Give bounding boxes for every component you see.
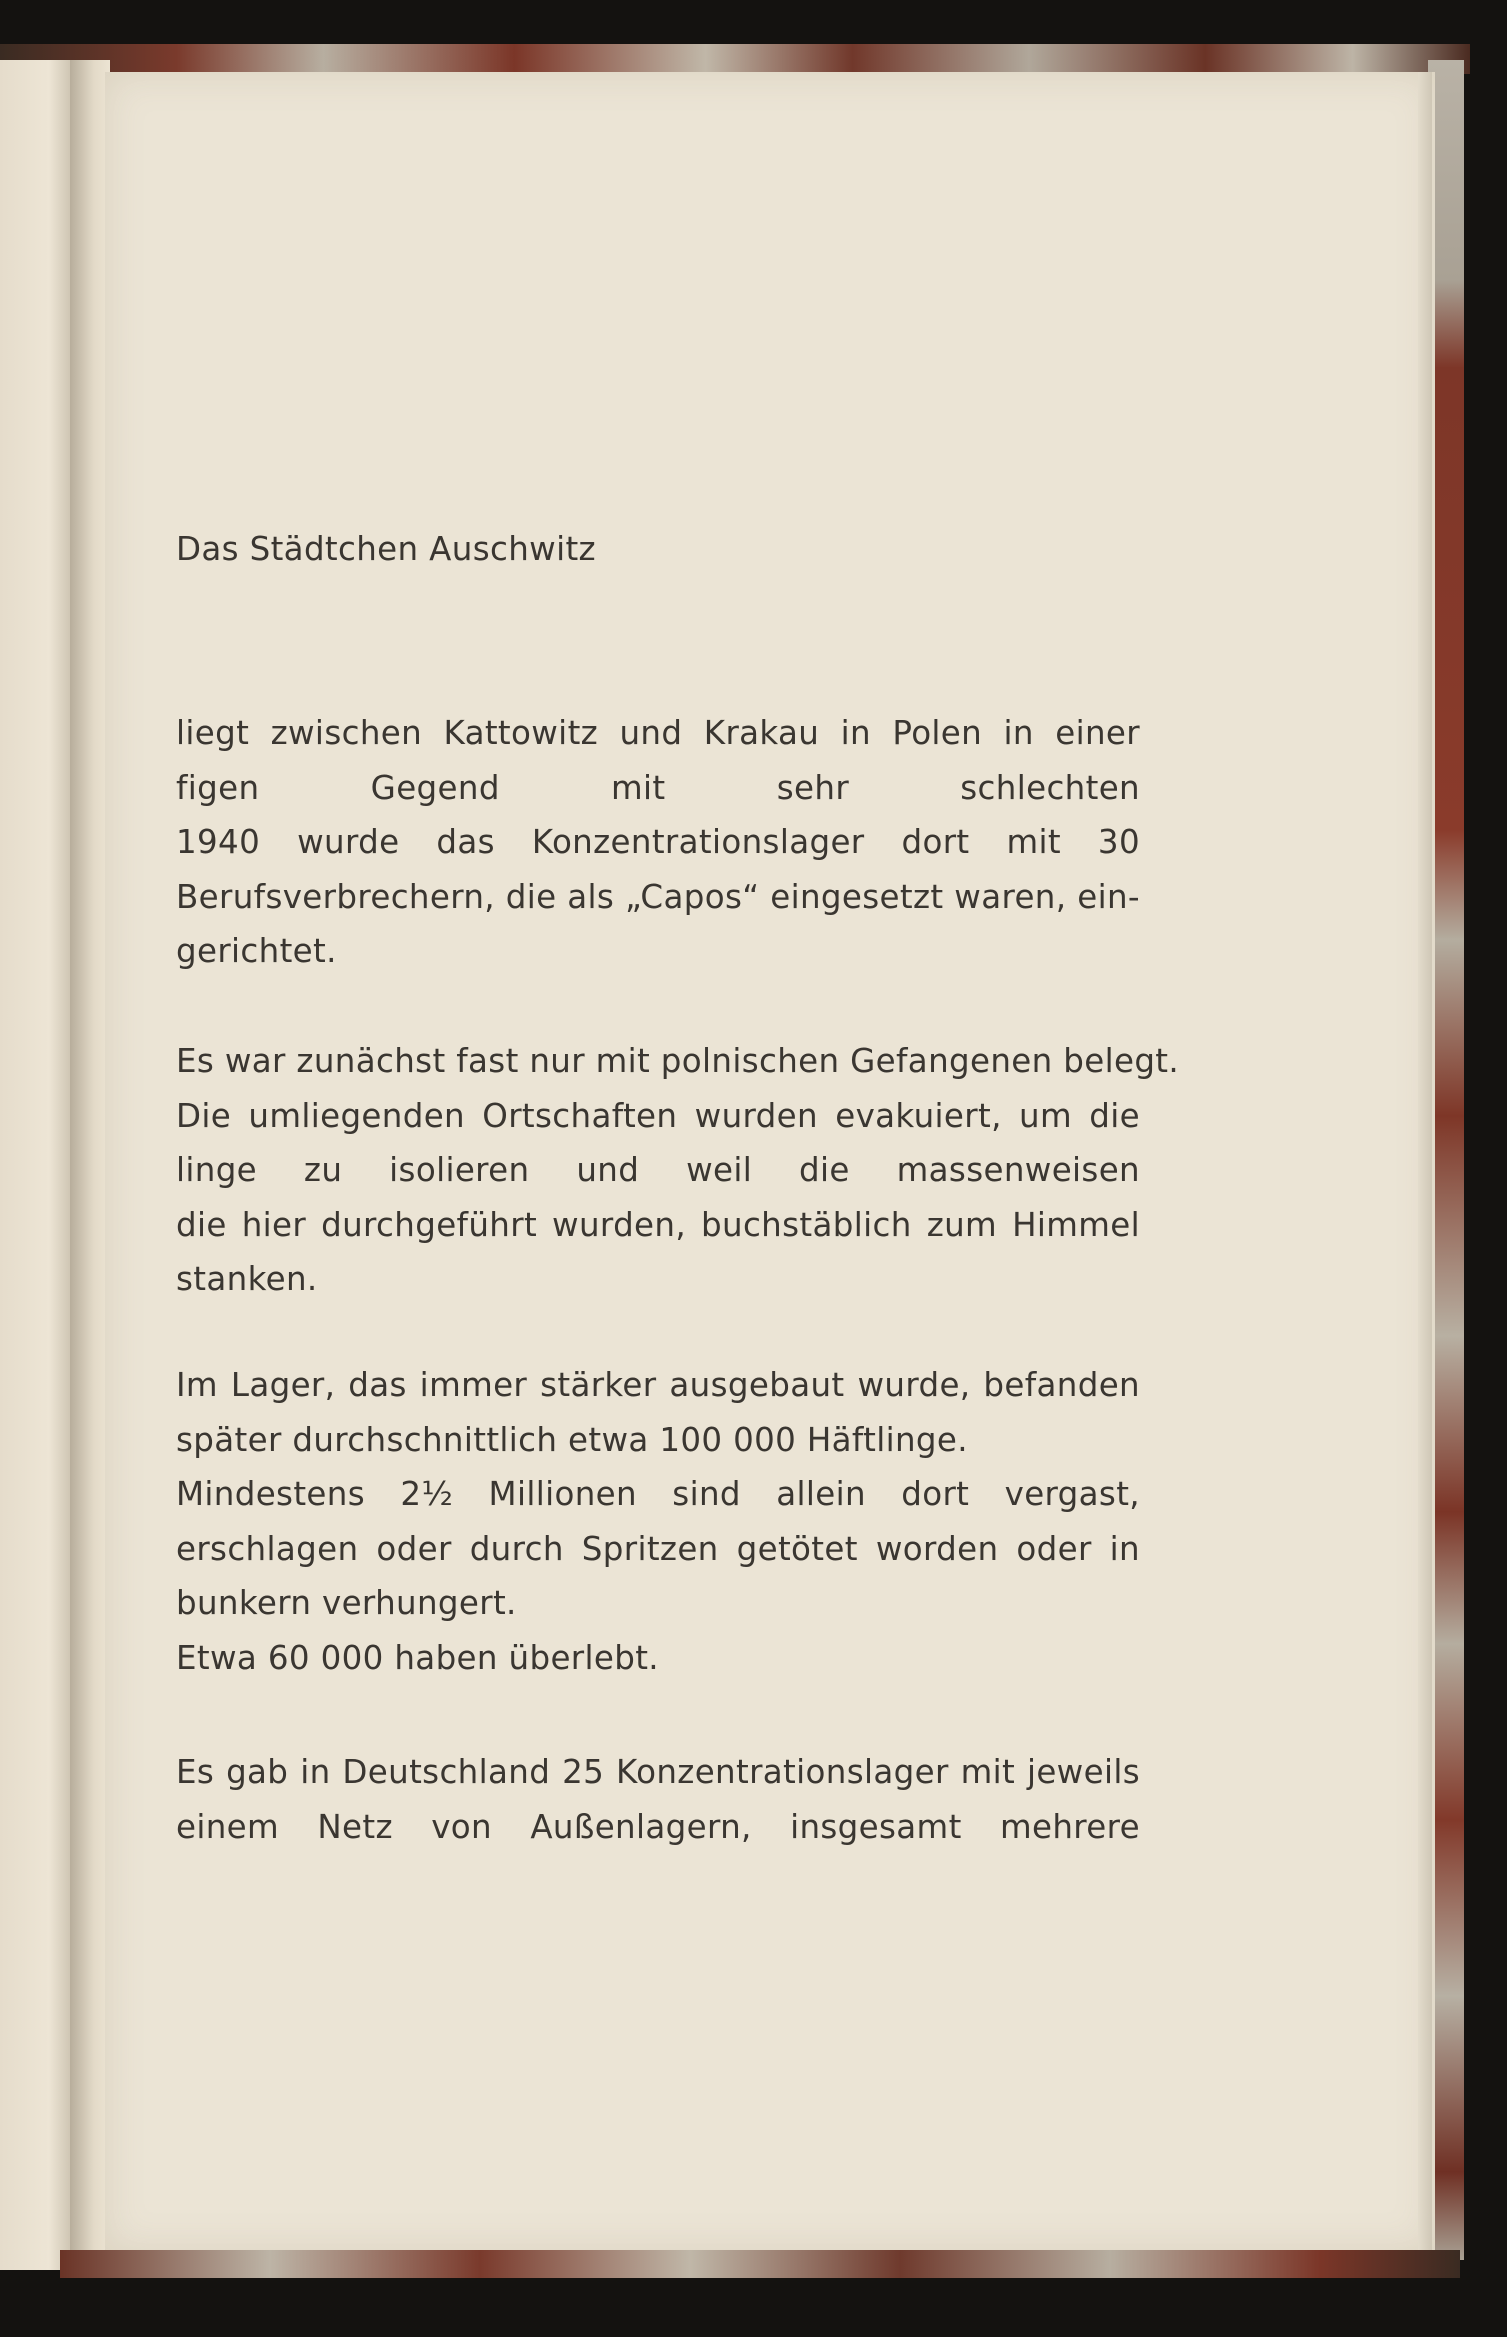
text-line: Die umliegenden Ortschaften wurden evakuiert, um die (176, 1096, 1140, 1135)
text-line: figen Gegend mit sehr schlechten (176, 768, 1140, 807)
section-heading: Das Städtchen Auschwitz (176, 530, 596, 568)
text-line: Es war zunächst fast nur mit polnischen Gefangenen belegt. (176, 1042, 1180, 1080)
text-line: bunkern verhungert. (176, 1584, 517, 1622)
paragraph-4 (176, 1745, 1140, 1854)
text-line: Es gab in Deutschland 25 Konzentrationslager mit jeweils (176, 1753, 1140, 1791)
text-line: gerichtet. (176, 932, 337, 970)
book-cover-top-edge (0, 44, 1470, 74)
text-line: Mindestens 2½ Millionen sind allein dort vergast, (176, 1475, 1140, 1513)
text-line: später durchschnittlich etwa 100 000 Häftlinge. (176, 1420, 968, 1459)
text-line: einem Netz von Außenlagern, insgesamt mehrere (176, 1807, 1140, 1846)
paragraph-2 (176, 1034, 1180, 1307)
text-line: 1940 wurde das Konzentrationslager dort mit 30 (176, 823, 1140, 861)
text-line: liegt zwischen Kattowitz und Krakau in Polen in einer (176, 714, 1140, 752)
text-line: linge zu isolieren und weil die massenweisen (176, 1151, 1140, 1189)
left-page-sliver (0, 60, 70, 2270)
book-gutter (70, 60, 110, 2270)
paragraph-3 (176, 1358, 1140, 1685)
text-line: Berufsverbrechern, die als „Capos“ eingesetzt waren, ein- (176, 877, 1140, 916)
text-line: Etwa 60 000 haben überlebt. (176, 1638, 659, 1677)
text-line: erschlagen oder durch Spritzen getötet worden oder in (176, 1529, 1140, 1568)
page-edge-shadow (1418, 72, 1432, 2252)
text-line: Im Lager, das immer stärker ausgebaut wurde, befanden (176, 1366, 1140, 1404)
book-cover-bottom-edge (60, 2250, 1460, 2278)
text-line: stanken. (176, 1260, 318, 1298)
paragraph-1 (176, 706, 1140, 979)
text-line: die hier durchgeführt wurden, buchstäblich zum Himmel (176, 1205, 1140, 1244)
